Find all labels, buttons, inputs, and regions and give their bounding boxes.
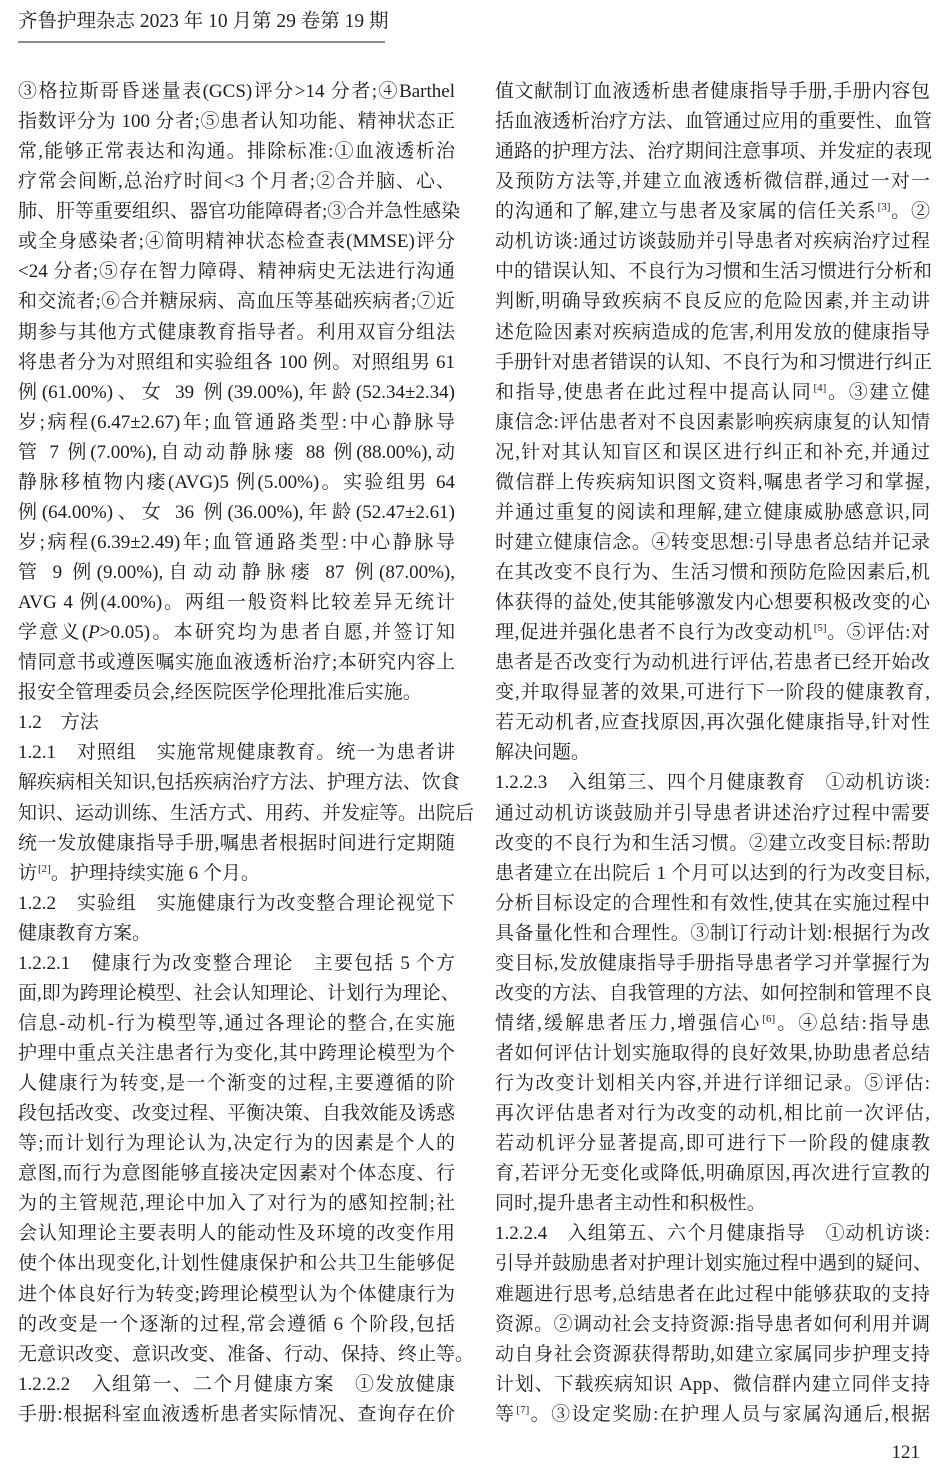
text-run: 难题进行思考,总结患者在此过程中能够获取的支持 <box>495 1283 930 1305</box>
text-run: 等 <box>495 1403 516 1425</box>
text-run: 手册针对患者错误的认知、不良行为和习惯进行纠正 <box>495 351 933 373</box>
text-line <box>495 1159 930 1189</box>
text-run: 的改变是一个逐渐的过程,常会遵循 6 个阶段,包括 <box>18 1313 455 1335</box>
text-line <box>495 107 933 137</box>
text-run: 情绪,缓解患者压力,增强信心 <box>495 1012 762 1034</box>
text-line <box>495 1039 930 1069</box>
text-line <box>495 468 930 498</box>
text-run: 分析目标设定的合理性和有效性,使其在实施过程中 <box>495 892 930 914</box>
text-run: 疗常会间断,总治疗时间<3 个月者;②合并脑、心、 <box>18 171 455 193</box>
text-line <box>495 1129 930 1159</box>
text-run: 变目标,发放健康指导手册指导患者学习并掌握行为 <box>495 952 930 974</box>
italic-symbol: P <box>88 622 100 644</box>
text-run: >0.05)。本研究均为患者自愿,并签订知 <box>99 622 456 644</box>
text-line <box>495 708 930 738</box>
text-line <box>495 318 930 348</box>
text-run: 况,针对其认知盲区和误区进行纠正和补充,并通过 <box>495 441 930 463</box>
text-run: 人健康行为转变,是一个渐变的过程,主要遵循的阶 <box>18 1073 455 1095</box>
text-run: AVG 4 例(4.00%)。两组一般资料比较差异无统计 <box>18 592 455 614</box>
text-line <box>18 1340 475 1370</box>
text-run: 。③设定奖励:在护理人员与家属沟通后,根据 <box>529 1403 930 1425</box>
text-line <box>495 919 930 949</box>
text-line <box>18 318 455 348</box>
text-run: 。护理持续实施 6 个月。 <box>50 862 260 884</box>
text-run: 。③建立健 <box>826 381 930 403</box>
text-line <box>495 1189 930 1219</box>
text-run: 患者是否改变行为动机进行评估,若患者已经开始改 <box>495 652 930 674</box>
text-line <box>18 1069 455 1099</box>
left-text-column <box>18 77 475 1430</box>
text-line <box>495 1310 930 1340</box>
text-run: 者如何评估计划实施取得的良好效果,协助患者总结 <box>495 1043 930 1064</box>
citation-ref: [6] <box>762 1012 776 1025</box>
text-run: 康信念:评估患者对不良因素影响疾病康复的认知情 <box>495 411 930 433</box>
text-line <box>18 1009 455 1039</box>
text-line <box>18 1129 455 1159</box>
text-run: 学意义( <box>18 622 89 644</box>
text-line <box>18 768 460 798</box>
text-run: 述危险因素对疾病造成的危害,利用发放的健康指导 <box>495 321 930 343</box>
text-run: 使个体出现变化,计划性健康保护和公共卫生能够促 <box>18 1253 455 1275</box>
text-run: 1.2 方法 <box>18 712 99 734</box>
text-run: 护理中重点关注患者行为变化,其中跨理论模型为个 <box>18 1043 455 1064</box>
text-run: 统一发放健康指导手册,嘱患者根据时间进行定期随 <box>18 832 455 854</box>
text-line <box>18 408 455 438</box>
text-line <box>495 408 930 438</box>
text-run: 信息-动机-行为模型等,通过各理论的整合,在实施 <box>18 1012 455 1034</box>
text-line <box>495 588 930 618</box>
text-run: 若无动机者,应查找原因,再次强化健康指导,针对性 <box>495 712 930 734</box>
text-line <box>18 799 475 829</box>
text-line <box>18 227 455 257</box>
text-line <box>495 618 930 648</box>
text-line <box>18 77 455 107</box>
text-run: 或全身感染者;④简明精神状态检查表(MMSE)评分 <box>18 231 455 253</box>
text-run: 1.2.2.3 入组第三、四个月健康教育 ①动机访谈: <box>495 772 930 794</box>
text-line <box>18 648 455 678</box>
text-run: 若动机评分显著提高,即可进行下一阶段的健康教 <box>495 1133 930 1155</box>
text-line <box>495 287 930 317</box>
text-run: 微信群上传疾病知识图文资料,嘱患者学习和掌握, <box>495 471 930 493</box>
text-line <box>18 558 455 588</box>
text-run: 患者建立在出院后 1 个月可以达到的行为改变目标, <box>495 862 930 884</box>
text-run: 括血液透析治疗方法、血管通过应用的重要性、血管 <box>495 111 933 133</box>
text-line <box>18 468 455 498</box>
text-line <box>495 528 930 558</box>
text-run: 1.2.1 对照组 实施常规健康教育。统一为患者讲 <box>18 742 455 764</box>
citation-ref: [3] <box>877 201 891 214</box>
text-line <box>495 257 933 287</box>
text-line <box>495 859 930 889</box>
text-line <box>495 979 933 1009</box>
text-run: 指数评分为 100 分者;⑤患者认知功能、精神状态正 <box>18 111 455 133</box>
text-line <box>495 438 930 468</box>
text-run: 无意识改变、意识改变、准备、行动、保持、终止等。 <box>18 1343 475 1365</box>
text-run: 体获得的益处,使其能够激发内心想要积极改变的心 <box>495 592 930 614</box>
text-line <box>18 1219 455 1249</box>
text-run: 中的错误认知、不良行为习惯和生活习惯进行分析和 <box>495 261 933 283</box>
text-run: 管 9 例(9.00%),自动动静脉瘘 87 例(87.00%), <box>18 562 455 583</box>
text-run: 在其改变不良行为、生活习惯和预防危险因素后,机 <box>495 562 930 583</box>
text-line <box>18 1310 455 1340</box>
text-line <box>18 1189 455 1219</box>
text-line <box>495 648 930 678</box>
text-run: 改变的不良行为和生活习惯。②建立改变目标:帮助 <box>495 832 930 854</box>
text-line <box>495 678 930 708</box>
text-run: 1.2.2.4 入组第五、六个月健康指导 ①动机访谈: <box>495 1223 930 1245</box>
text-run: 期参与其他方式健康教育指导者。利用双盲分组法 <box>18 321 455 343</box>
text-line <box>18 287 455 317</box>
text-run: 知识、运动训练、生活方式、用药、并发症等。出院后 <box>18 802 475 824</box>
text-run: 的沟通和了解,建立与患者及家属的信任关系 <box>495 201 877 223</box>
page-number: 121 <box>891 1442 920 1463</box>
text-run: 手册:根据科室血液透析患者实际情况、查询存在价 <box>18 1403 455 1425</box>
section-heading-line <box>18 889 455 919</box>
text-run: 行为改变计划相关内容,并进行详细记录。⑤评估: <box>495 1073 930 1095</box>
section-heading-line <box>18 708 455 738</box>
text-line <box>18 1249 455 1279</box>
text-line <box>18 257 455 287</box>
text-run: ③格拉斯哥昏迷量表(GCS)评分>14 分者;④Barthel <box>18 81 455 102</box>
text-line <box>18 678 455 708</box>
text-line <box>18 167 455 197</box>
text-run: 引导并鼓励患者对护理计划实施过程中遇到的疑问、 <box>495 1253 933 1275</box>
text-run: 岁;病程(6.39±2.49)年;血管通路类型:中心静脉导 <box>18 531 455 553</box>
text-run: 育,若评分无变化或降低,明确原因,再次进行宣教的 <box>495 1163 930 1185</box>
text-run: 例(61.00%)、女 39 例(39.00%),年龄(52.34±2.34) <box>18 381 455 403</box>
text-line <box>495 1340 930 1370</box>
text-line <box>495 1009 930 1039</box>
text-run: 为的主管规范,理论中加入了对行为的感知控制;社 <box>18 1193 455 1215</box>
text-run: 并通过重复的阅读和理解,建立健康威胁感意识,同 <box>495 501 930 523</box>
running-header: 齐鲁护理杂志 2023 年 10 月第 29 卷第 19 期 <box>18 11 389 32</box>
text-line <box>18 438 455 468</box>
text-run: 和交流者;⑥合并糖尿病、高血压等基础疾病者;⑦近 <box>18 291 455 313</box>
text-run: <24 分者;⑤存在智力障碍、精神病史无法进行沟通 <box>18 261 455 283</box>
text-run: 管 7 例(7.00%),自动动静脉瘘 88 例(88.00%),动 <box>18 441 455 463</box>
section-heading-line <box>18 949 455 979</box>
section-heading-line <box>495 768 930 798</box>
text-run: 具备量化性和合理性。③制订行动计划:根据行为改 <box>495 922 930 944</box>
text-run: 面,即为跨理论模型、社会认知理论、计划行为理论、 <box>18 982 460 1004</box>
text-line <box>495 829 930 859</box>
text-line <box>495 949 930 979</box>
text-run: 静脉移植物内瘘(AVG)5 例(5.00%)。实验组男 64 <box>18 471 455 493</box>
text-line <box>18 378 455 408</box>
text-run: 1.2.2.2 入组第一、二个月健康方案 ①发放健康 <box>18 1373 455 1395</box>
section-heading-line <box>495 1219 930 1249</box>
section-heading-line <box>18 738 455 768</box>
section-heading-line <box>18 1370 455 1400</box>
text-line <box>18 1039 455 1069</box>
text-line <box>495 167 930 197</box>
text-run: 变,并取得显著的效果,可进行下一阶段的健康教育, <box>495 682 930 704</box>
text-line <box>495 378 930 408</box>
text-run: 同时,提升患者主动性和积极性。 <box>495 1193 766 1215</box>
text-run: 。⑤评估:对 <box>826 622 930 644</box>
text-line <box>18 859 455 889</box>
text-run: 例(64.00%)、女 36 例(36.00%),年龄(52.47±2.61) <box>18 501 455 523</box>
text-line <box>18 979 460 1009</box>
text-line <box>495 1099 930 1129</box>
text-run: 计划、下载疾病知识 App、微信群内建立同伴支持 <box>495 1373 930 1395</box>
text-run: 将患者分为对照组和实验组各 100 例。对照组男 61 <box>18 351 455 373</box>
text-line <box>495 77 930 107</box>
text-run: 资源。②调动社会支持资源:指导患者如何利用并调 <box>495 1313 930 1335</box>
text-run: 值文献制订血液透析患者健康指导手册,手册内容包 <box>495 81 930 102</box>
text-line <box>18 528 455 558</box>
text-run: 解疾病相关知识,包括疾病治疗方法、护理方法、饮食 <box>18 772 460 794</box>
text-line <box>495 1400 930 1430</box>
text-line <box>18 1280 455 1310</box>
text-run: 1.2.2.1 健康行为改变整合理论 主要包括 5 个方 <box>18 952 455 974</box>
text-run: 通路的护理方法、治疗期间注意事项、并发症的表现 <box>495 141 933 163</box>
text-line <box>495 1280 930 1310</box>
text-run: 等;而计划行为理论认为,决定行为的因素是个人的 <box>18 1133 455 1155</box>
text-line <box>495 738 930 768</box>
text-line <box>18 498 455 528</box>
text-run: 改变的方法、自我管理的方法、如何控制和管理不良 <box>495 982 933 1004</box>
header-rule <box>18 41 385 43</box>
text-run: 岁;病程(6.47±2.67)年;血管通路类型:中心静脉导 <box>18 411 455 433</box>
text-run: 动机访谈:通过访谈鼓励并引导患者对疾病治疗过程 <box>495 231 930 253</box>
text-run: 理,促进并强化患者不良行为改变动机 <box>495 622 813 644</box>
text-run: 1.2.2 实验组 实施健康行为改变整合理论视觉下 <box>18 892 455 914</box>
text-run: 。② <box>890 201 930 223</box>
text-line <box>495 889 930 919</box>
text-line <box>18 1159 455 1189</box>
text-line <box>495 558 930 588</box>
text-run: 健康教育方案。 <box>18 922 152 944</box>
text-line <box>495 1249 933 1279</box>
text-run: 意图,而行为意图能够直接决定因素对个体态度、行 <box>18 1163 455 1185</box>
text-run: 。④总结:指导患 <box>775 1012 930 1034</box>
text-line <box>495 197 930 227</box>
text-line <box>18 829 455 859</box>
text-run: 常,能够正常表达和沟通。排除标准:①血液透析治 <box>18 141 455 163</box>
text-run: 判断,明确导致疾病不良反应的危险因素,并主动讲 <box>495 291 930 313</box>
text-line <box>18 1099 455 1129</box>
text-run: 和指导,使患者在此过程中提高认同 <box>495 381 813 403</box>
text-line <box>18 588 455 618</box>
text-run: 段包括改变、改变过程、平衡决策、自我效能及诱惑 <box>18 1103 456 1125</box>
text-line <box>18 919 455 949</box>
text-line <box>18 618 455 648</box>
text-run: 动自身社会资源获得帮助,如建立家属同步护理支持 <box>495 1343 930 1365</box>
text-run: 情同意书或遵医嘱实施血液透析治疗;本研究内容上 <box>18 652 455 674</box>
text-line <box>18 107 455 137</box>
text-line <box>495 227 930 257</box>
citation-ref: [5] <box>813 622 827 635</box>
text-run: 会认知理论主要表明人的能动性及环境的改变作用 <box>18 1223 455 1245</box>
text-line <box>495 1370 930 1400</box>
citation-ref: [7] <box>516 1403 530 1416</box>
text-line <box>18 137 455 167</box>
text-line <box>18 197 461 227</box>
text-run: 进个体良好行为转变;跨理论模型认为个体健康行为 <box>18 1283 455 1305</box>
text-line <box>18 1400 455 1430</box>
text-line <box>495 498 930 528</box>
text-run: 通过动机访谈鼓励并引导患者讲述治疗过程中需要 <box>495 802 930 824</box>
citation-ref: [4] <box>813 381 827 394</box>
text-run: 报安全管理委员会,经医院医学伦理批准后实施。 <box>18 682 422 704</box>
right-text-column <box>495 77 933 1430</box>
text-run: 访 <box>18 862 38 884</box>
text-run: 时建立健康信念。④转变思想:引导患者总结并记录 <box>495 531 930 553</box>
text-line <box>495 799 930 829</box>
citation-ref: [2] <box>38 862 51 875</box>
text-line <box>495 1069 930 1099</box>
text-line <box>495 348 933 378</box>
text-run: 肺、肝等重要组织、器官功能障碍者;③合并急性感染 <box>18 201 461 223</box>
text-run: 解决问题。 <box>495 742 591 764</box>
text-line <box>18 348 455 378</box>
text-run: 及预防方法等,并建立血液透析微信群,通过一对一 <box>495 171 930 193</box>
text-run: 再次评估患者对行为改变的动机,相比前一次评估, <box>495 1103 930 1125</box>
text-line <box>495 137 933 167</box>
